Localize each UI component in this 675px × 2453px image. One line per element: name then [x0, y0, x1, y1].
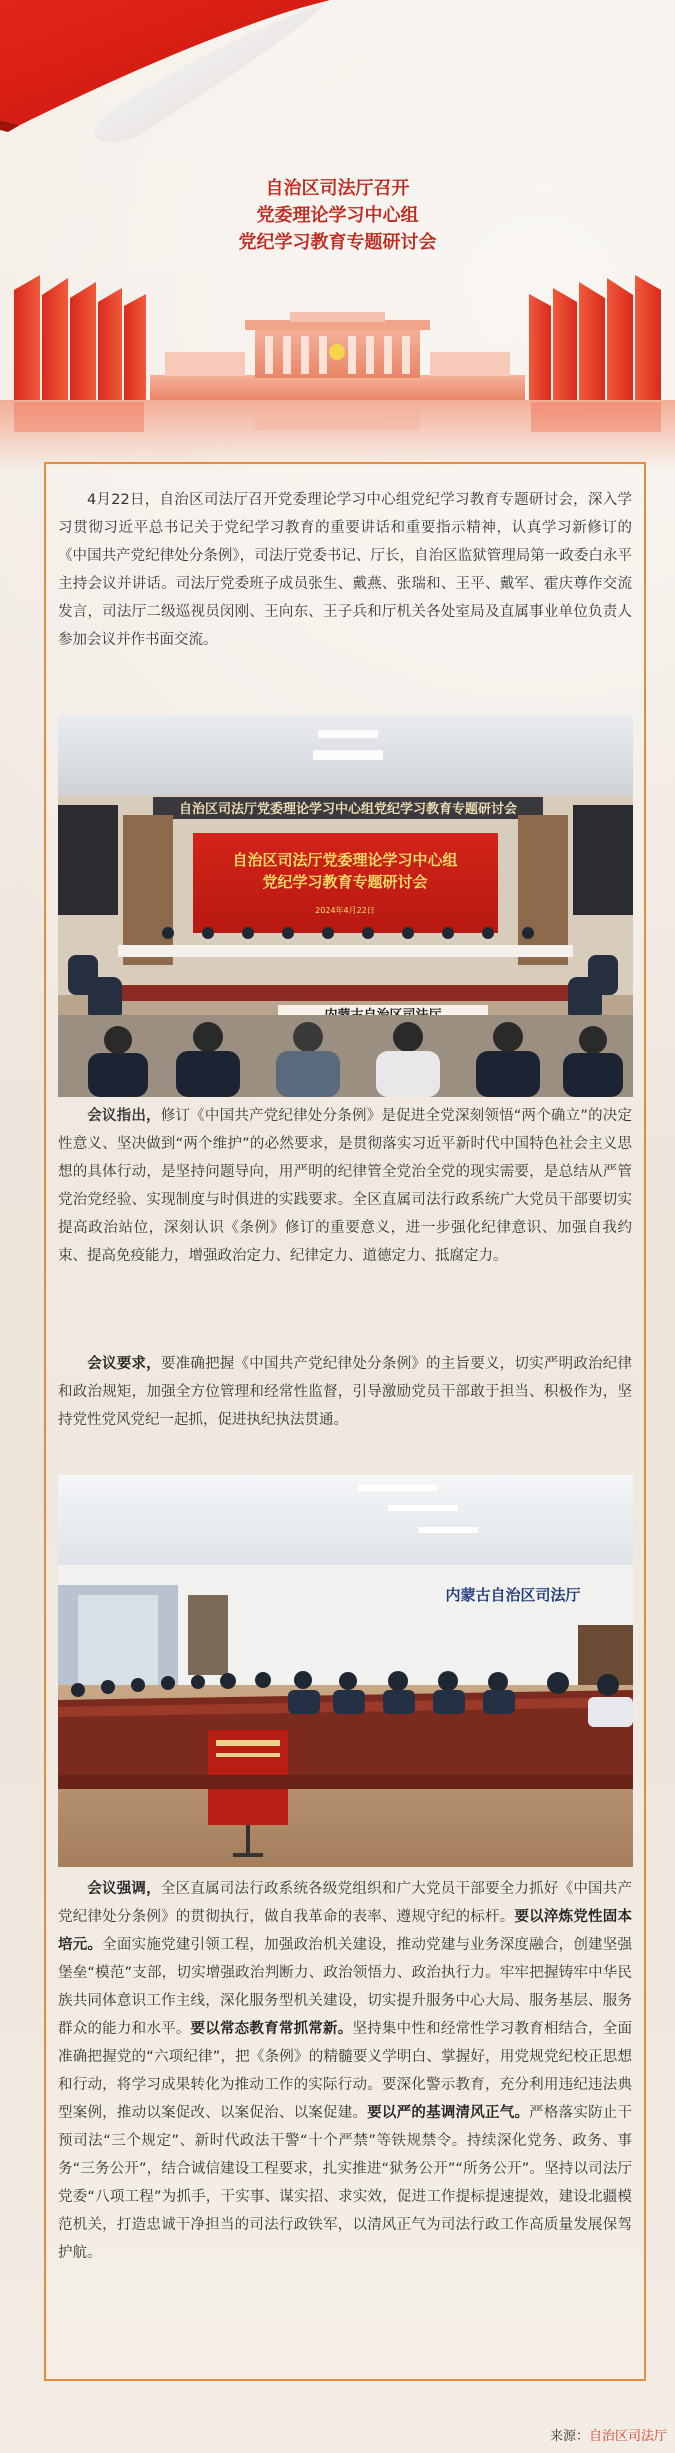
photo1-screen-line2: 党纪学习教育专题研讨会 — [262, 873, 428, 891]
source-name: 自治区司法厅 — [588, 2429, 667, 2444]
paragraph-4-lead-b: 要以淬炼党性固本培元。 — [58, 1909, 633, 1953]
title-line-2: 党委理论学习中心组 — [256, 205, 419, 225]
paragraph-2-lead: 会议指出， — [87, 1108, 161, 1124]
paragraph-4-text-a: 全区直属司法行政系统各级党组织和广大党员干部要全力抓好《中国共产党纪律处分条例》的贯彻执行，做自我革命的表率、遵规守纪的标杆。 — [58, 1881, 633, 1925]
page-title — [0, 175, 675, 256]
paragraph-4-lead-c: 要以常态教育常抓常新。 — [190, 2021, 353, 2037]
paragraph-3-text: 要准确把握《中国共产党纪律处分条例》的主旨要义，切实严明政治纪律和政治规矩，加强全方位管理和经常性监督，引导激励党员干部敢于担当、积极作为，坚持党性党风党纪一起抓，促进执纪执法贯通。 — [58, 1356, 633, 1428]
meeting-photo-2 — [58, 1475, 633, 1867]
paragraph-4-lead: 会议强调， — [87, 1881, 161, 1897]
paragraph-4-text-c: 坚持集中性和经常性学习教育相结合，全面准确把握党的“六项纪律”，把《条例》的精髓要义学明白、掌握好，用党规党纪校正思想和行动，将学习成果转化为推动工作的实际行动。要深化警示教育，充分利用违纪违法典型案例，推动以案促改、以案促治、以案促建。 — [58, 2021, 633, 2121]
article-paragraph-2 — [58, 1102, 632, 1270]
great-hall-flags-illustration — [0, 270, 675, 470]
meeting-photo-2-image — [58, 1475, 633, 1867]
article-paragraph-3 — [58, 1350, 632, 1434]
title-line-3: 党纪学习教育专题研讨会 — [238, 232, 437, 252]
meeting-photo-1 — [58, 715, 633, 1097]
corner-ribbon-decoration — [0, 0, 340, 190]
paragraph-3-lead: 会议要求， — [87, 1356, 161, 1372]
source-footer — [550, 2425, 667, 2444]
article-paragraph-4 — [58, 1875, 632, 2267]
paragraph-4-lead-d: 要以严的基调清风正气。 — [367, 2105, 530, 2121]
title-line-1: 自治区司法厅召开 — [265, 178, 410, 198]
photo1-screen-line1: 自治区司法厅党委理论学习中心组 — [232, 851, 458, 869]
paragraph-2-text: 修订《中国共产党纪律处分条例》是促进全党深刻领悟“两个确立”的决定性意义、坚决做到“两个维护”的必然要求，是贯彻落实习近平新时代中国特色社会主义思想的具体行动，是坚持问题导向，用严明的纪律管全党治全党的现实需要，是总结从严管党治党经验、实现制度与时俱进的实践要求。全区直属司法行政系统广大党员干部要切实提高政治站位，深刻认识《条例》修订的重要意义，进一步强化纪律意识、加强自我约束、提高免疫能力，增强政治定力、纪律定力、道德定力、抵腐定力。 — [58, 1108, 632, 1264]
article-paragraph-1 — [58, 486, 632, 654]
paragraph-4-text-d: 严格落实防止干预司法“三个规定”、新时代政法干警“十个严禁”等铁规禁令。持续深化党务、政务、事务“三务公开”，结合诚信建设工程要求，扎实推进“狱务公开”“所务公开”。坚持以司法厅党委“八项工程”为抓手，干实事、谋实招、求实效，促进工作提标提速提效，建设北疆模范机关，打造忠诚干净担当的司法行政铁军，以清风正气为司法行政工作高质量发展保驾护航。 — [58, 2105, 633, 2261]
source-label: 来源： — [549, 2429, 589, 2444]
photo2-wall-sign: 内蒙古自治区司法厅 — [445, 1586, 581, 1604]
paragraph-4-text-b: 全面实施党建引领工程，加强政治机关建设，推动党建与业务深度融合，创建坚强堡垒“模范”支部，切实增强政治判断力、政治领悟力、政治执行力。牢牢把握铸牢中华民族共同体意识工作主线，深化服务型机关建设，切实提升服务中心大局、服务基层、服务群众的能力和水平。 — [58, 1937, 632, 2037]
photo1-banner-text: 自治区司法厅党委理论学习中心组党纪学习教育专题研讨会 — [178, 802, 518, 817]
paragraph-1-text: 4月22日，自治区司法厅召开党委理论学习中心组党纪学习教育专题研讨会，深入学习贯彻习近平总书记关于党纪学习教育的重要讲话和重要指示精神，认真学习新修订的《中国共产党纪律处分条例》，司法厅党委书记、厅长，自治区监狱管理局第一政委白永平主持会议并讲话。司法厅党委班子成员张生、戴燕、张瑞和、王平、戴军、霍庆尊作交流发言，司法厅二级巡视员闵刚、王向东、王子兵和厅机关各处室局及直属事业单位负责人参加会议并作书面交流。 — [58, 492, 632, 648]
photo1-screen-date: 2024年4月22日 — [315, 906, 375, 915]
meeting-photo-1-image — [58, 715, 633, 1097]
